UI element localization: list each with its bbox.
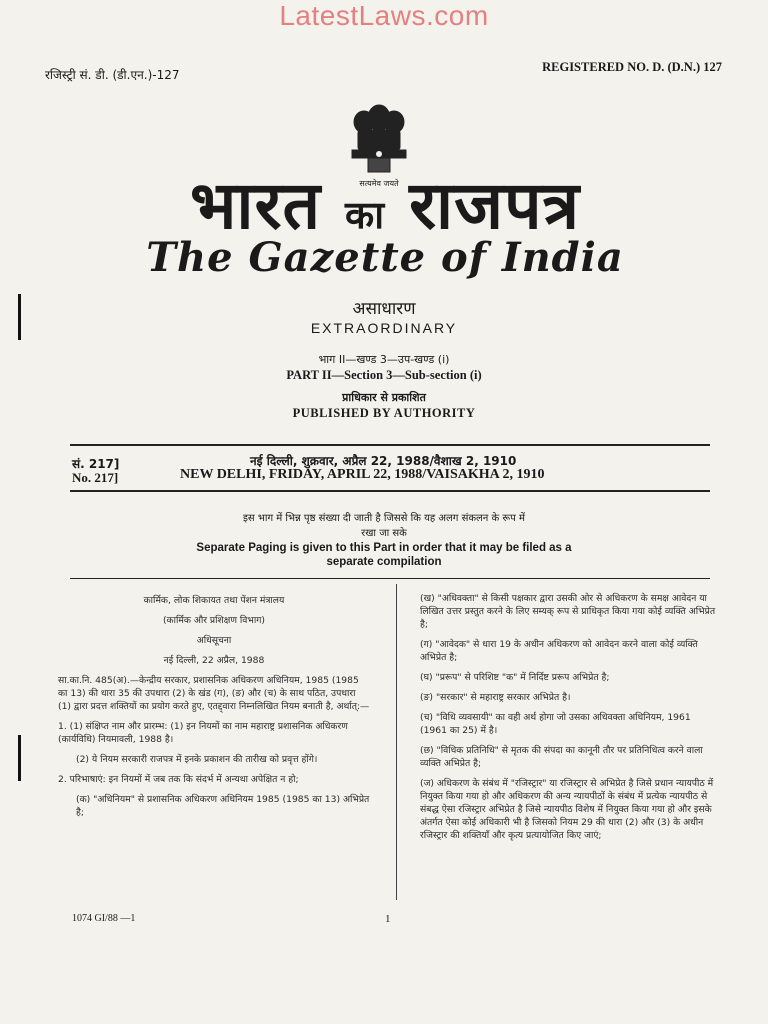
extraordinary-english: EXTRAORDINARY <box>310 320 458 336</box>
definition-nga: (ङ) "सरकार" से महाराष्ट्र सरकार अभिप्रेत है। <box>420 692 571 703</box>
registration-number-hindi: रजिस्ट्री सं. डी. (डी.एन.)-127 <box>45 68 180 82</box>
top-rule <box>70 444 710 446</box>
definition-ga: (ग) "आवेदक" से धारा 19 के अधीन अधिकरण को आवेदन करने वाला कोई व्यक्ति अभिप्रेत है; <box>420 639 698 663</box>
scan-mark-upper <box>18 294 21 340</box>
ministry-name: कार्मिक, लोक शिकायत तथा पेंशन मंत्रालय <box>143 595 285 606</box>
definition-gha: (घ) "प्ररूप" से परिशिष्ट "क" में निर्दिष्ट प्ररूप अभिप्रेत है; <box>420 672 610 683</box>
svg-text:सत्यमेव जयते: सत्यमेव जयते <box>359 179 399 188</box>
department-name: (कार्मिक और प्रशिक्षण विभाग) <box>162 615 266 626</box>
rule-2-ka: (क) "अधिनियम" से प्रशासनिक अधिकरण अधिनियम 1985 (1985 का 13) अभिप्रेत है; <box>76 794 370 818</box>
registration-number-english: REGISTERED NO. D. (D.N.) 127 <box>542 60 722 74</box>
definition-chha: (छ) "विधिक प्रतिनिधि" से मृतक की संपदा का कानूनी तौर पर प्रतिनिधित्व करने वाला व्यक्ति अभिप्रेत है; <box>420 745 703 769</box>
published-by-authority-hindi: प्राधिकार से प्रकाशित <box>342 391 426 404</box>
issue-date-english: NEW DELHI, FRIDAY, APRIL 22, 1988/VAISAKHA 2, 1910 <box>180 467 545 482</box>
column-divider <box>396 584 397 900</box>
gazette-title-english: The Gazette of India <box>146 234 624 281</box>
scan-mark-lower <box>18 735 21 781</box>
issue-rule <box>70 490 710 492</box>
page-number: 1 <box>385 913 391 925</box>
issue-number-hindi: सं. 217] <box>72 457 120 471</box>
right-column <box>420 592 720 849</box>
notification-intro: सा.का.नि. 485(अ).—केन्द्रीय सरकार, प्रशासनिक अधिकरण अधिनियम, 1985 (1985 का 13) की धारा 35 की उपधारा (2) के खंड (ग), (ङ) और (च) के साथ पठित, उपधारा (1) द्वारा प्रदत्त शक्तियों का प्रयोग करते हुए, एतद्द्वारा निम्नलिखित नियम बनाती है, अर्थात्:— <box>58 675 370 712</box>
notification-heading: अधिसूचना <box>196 635 232 646</box>
printing-code: 1074 GI/88 —1 <box>72 913 136 924</box>
title-hindi-ka: का <box>345 192 386 237</box>
notification-place-date: नई दिल्ली, 22 अप्रैल, 1988 <box>163 655 265 666</box>
definition-ja: (ज) अधिकरण के संबंध में "रजिस्ट्रार" या रजिस्ट्रार से अभिप्रेत है जिसे प्रधान न्यायपीठ में नियुक्त किया गया हो और अधिकरण की अन्य न्यायपीठों के संबंध में प्रत्येक न्यायपीठ से संबद्ध ऐसा रजिस्ट्रार अभिप्रेत है जिसे न्यायपीठ विशेष में नियुक्त किया गया हो और इसके अंतर्गत ऐसा कोई अधिकारी भी है जिसको नियम 29 की धारा (2) और (3) के अधीन रजिस्ट्रार की शक्तियाँ और कृत्य प्रत्यायोजित किए जाएं; <box>420 778 714 841</box>
part-section-english: PART II—Section 3—Sub-section (i) <box>286 368 482 382</box>
separate-paging-english-line2: separate compilation <box>326 556 442 568</box>
separate-paging-hindi-line2: रखा जा सके <box>361 528 407 539</box>
rule-2: 2. परिभाषाएं: इन नियमों में जब तक कि संदर्भ में अन्यथा अपेक्षित न हो; <box>58 774 299 785</box>
definition-cha: (च) "विधि व्यवसायी" का वही अर्थ होगा जो उसका अधिवक्ता अधिनियम, 1961 (1961 का 25) में है। <box>420 712 691 736</box>
left-column <box>58 594 370 826</box>
title-hindi-bharat: भारत <box>189 166 322 244</box>
definition-kha: (ख) "अधिवक्ता" से किसी पक्षकार द्वारा उसकी ओर से अधिकरण के समक्ष आवेदन या लिखित उत्तर प्रस्तुत करने के लिए सम्यक् रूप से प्राधिकृत किया गया कोई व्यक्ति अभिप्रेत है; <box>420 593 716 630</box>
title-hindi-rajpatra: राजपत्र <box>409 166 581 244</box>
issue-date-hindi: नई दिल्ली, शुक्रवार, अप्रैल 22, 1988/वैशाख 2, 1910 <box>250 454 517 468</box>
rule-1-2: (2) ये नियम सरकारी राजपत्र में इनके प्रकाशन की तारीख को प्रवृत्त होंगे। <box>76 754 318 765</box>
issue-number-english: No. 217] <box>72 470 119 485</box>
watermark: LatestLaws.com <box>279 0 489 31</box>
extraordinary-hindi: असाधारण <box>352 299 416 319</box>
rule-1-1: 1. (1) संक्षिप्त नाम और प्रारम्भ: (1) इन नियमों का नाम महाराष्ट्र प्रशासनिक अधिकरण (कार्यविधि) नियमावली, 1988 है। <box>58 721 348 745</box>
part-section-hindi: भाग II—खण्ड 3—उप-खण्ड (i) <box>318 353 450 366</box>
content-rule <box>70 578 710 579</box>
published-by-authority-english: PUBLISHED BY AUTHORITY <box>292 406 476 420</box>
separate-paging-english-line1: Separate Paging is given to this Part in order that it may be filed as a <box>196 542 572 554</box>
separate-paging-hindi-line1: इस भाग में भिन्न पृष्ठ संख्या दी जाती है जिससे कि यह अलग संकलन के रूप में <box>243 513 525 524</box>
